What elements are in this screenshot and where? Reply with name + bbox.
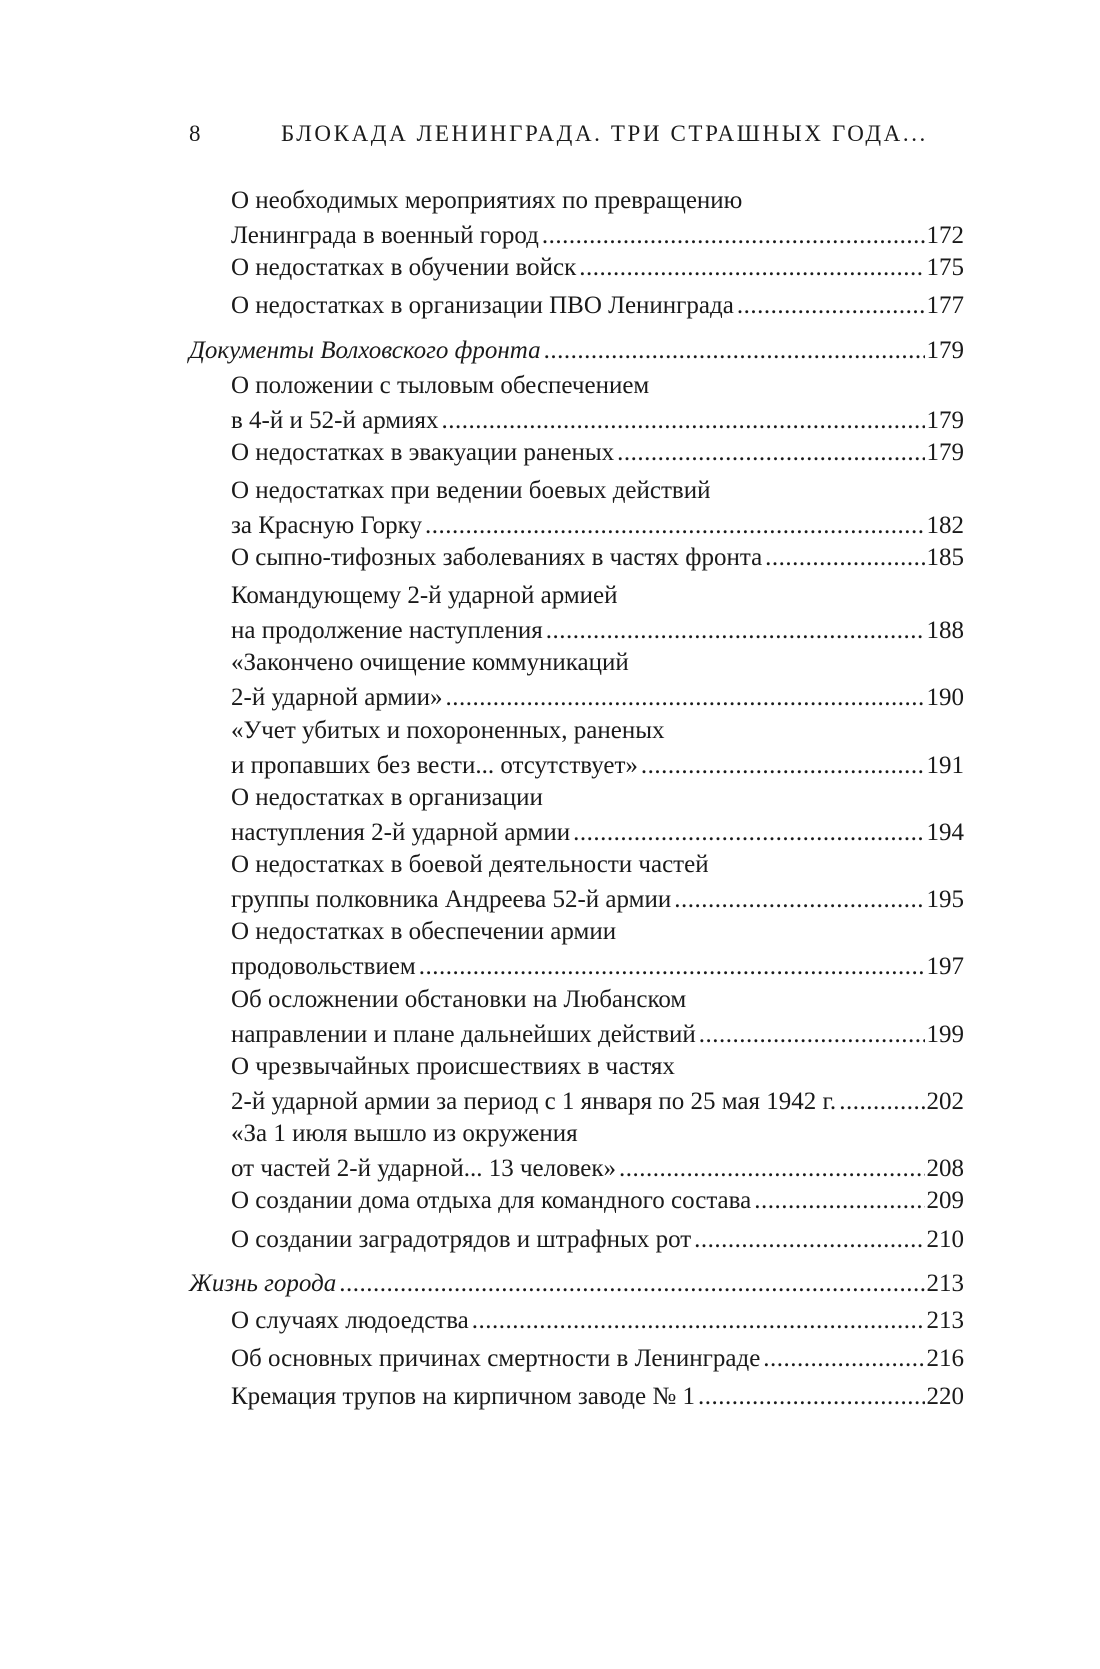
toc-entry xyxy=(231,1341,964,1376)
toc-entry-title-line-1: О чрезвычайных происшествиях в частях xyxy=(231,1053,675,1080)
dot-leader xyxy=(763,1341,924,1376)
toc-entry-title: О случаях людоедства xyxy=(231,1307,469,1334)
toc-entry-title-line-1: «Учет убитых и похороненных, раненых xyxy=(231,717,665,744)
toc-entry-title: в 4-й и 52-й армиях xyxy=(231,407,439,434)
toc-entry-title-line-1: «За 1 июля вышло из окружения xyxy=(231,1120,578,1147)
dot-leader xyxy=(617,435,924,470)
toc-entry-page: 195 xyxy=(926,886,964,913)
toc-entry-page: 199 xyxy=(926,1021,964,1048)
toc-entry-page: 220 xyxy=(926,1383,964,1410)
toc-entry-page: 179 xyxy=(926,407,964,434)
dot-leader xyxy=(698,1379,925,1414)
dot-leader xyxy=(419,949,925,984)
page-number: 8 xyxy=(189,121,201,146)
toc-entry xyxy=(231,1116,964,1186)
toc-entry-title-line-1: О недостатках в организации xyxy=(231,784,543,811)
toc-entry-page: 188 xyxy=(926,617,964,644)
toc-entry xyxy=(231,183,964,253)
dot-leader xyxy=(839,1084,924,1119)
toc-entry-title: О недостатках в организации ПВО Ленинграда xyxy=(231,292,734,319)
toc-entry-page: 210 xyxy=(926,1226,964,1253)
toc-entry xyxy=(231,1303,964,1338)
toc-section xyxy=(189,333,964,368)
dot-leader xyxy=(573,815,924,850)
dot-leader xyxy=(754,1183,924,1218)
toc-entry-title: группы полковника Андреева 52-й армии xyxy=(231,886,672,913)
toc-entry-page: 213 xyxy=(926,1307,964,1334)
toc-entry-page: 175 xyxy=(926,254,964,281)
toc-entry xyxy=(231,780,964,850)
toc-entry xyxy=(231,578,964,648)
toc-entry-title: О недостатках в эвакуации раненых xyxy=(231,439,615,466)
toc-entry-title: О сыпно-тифозных заболеваниях в частях фронта xyxy=(231,544,763,571)
toc-entry-title-line-1: О необходимых мероприятиях по превращению xyxy=(231,187,743,214)
toc-entry-page: 194 xyxy=(926,819,964,846)
toc-entry-page: 182 xyxy=(926,512,964,539)
dot-leader xyxy=(619,1151,924,1186)
toc-entry-title: 2-й ударной армии за период с 1 января по 25 мая 1942 г. xyxy=(231,1088,837,1115)
toc-entry xyxy=(231,250,964,285)
toc-entry-page: 190 xyxy=(926,684,964,711)
dot-leader xyxy=(694,1222,924,1257)
toc-entry-page: 208 xyxy=(926,1155,964,1182)
toc-entry xyxy=(231,847,964,917)
dot-leader xyxy=(579,250,924,285)
toc-entry-title: Об основных причинах смертности в Ленинграде xyxy=(231,1345,761,1372)
dot-leader xyxy=(446,680,925,715)
toc-entry-title: продовольствием xyxy=(231,953,416,980)
dot-leader xyxy=(765,540,924,575)
toc-entry xyxy=(231,914,964,984)
toc-section-title: Жизнь города xyxy=(189,1270,337,1297)
dot-leader xyxy=(699,1017,925,1052)
toc-entry-title: О создании заградотрядов и штрафных рот xyxy=(231,1226,692,1253)
toc-entry-page: 197 xyxy=(926,953,964,980)
toc-entry xyxy=(231,645,964,715)
toc-entry xyxy=(231,982,964,1052)
toc-entry xyxy=(231,713,964,783)
dot-leader xyxy=(339,1266,924,1301)
toc-entry-page: 185 xyxy=(926,544,964,571)
toc-entry-page: 191 xyxy=(926,752,964,779)
toc-entry-title: Ленинграда в военный город xyxy=(231,222,539,249)
toc-entry xyxy=(231,1379,964,1414)
toc-entry-title: О недостатках в обучении войск xyxy=(231,254,577,281)
toc-entry-page: 177 xyxy=(926,292,964,319)
dot-leader xyxy=(544,333,925,368)
dot-leader xyxy=(425,508,925,543)
toc-entry-title: за Красную Горку xyxy=(231,512,422,539)
toc-section xyxy=(189,1266,964,1301)
toc-entry-title-line-1: Об осложнении обстановки на Любанском xyxy=(231,986,687,1013)
toc-entry-page: 202 xyxy=(926,1088,964,1115)
dot-leader xyxy=(472,1303,925,1338)
toc-entry-title: направлении и плане дальнейших действий xyxy=(231,1021,696,1048)
toc-entry-title: и пропавших без вести... отсутствует» xyxy=(231,752,638,779)
toc-entry-title-line-1: О недостатках в боевой деятельности частей xyxy=(231,851,709,878)
toc-entry-title-line-1: «Закончено очищение коммуникаций xyxy=(231,649,629,676)
toc-entry-title: 2-й ударной армии» xyxy=(231,684,443,711)
dot-leader xyxy=(442,403,925,438)
dot-leader xyxy=(674,882,924,917)
toc-entry xyxy=(231,540,964,575)
toc-entry xyxy=(231,368,964,438)
toc-section-page: 179 xyxy=(926,337,964,364)
toc-entry xyxy=(231,473,964,543)
toc-entry-title-line-1: Командующему 2-й ударной армией xyxy=(231,582,618,609)
toc-entry-title: О создании дома отдыха для командного состава xyxy=(231,1187,752,1214)
toc-entry-title: Кремация трупов на кирпичном заводе № 1 xyxy=(231,1383,695,1410)
toc-section-page: 213 xyxy=(926,1270,964,1297)
toc-entry xyxy=(231,435,964,470)
toc-entry xyxy=(231,288,964,323)
toc-entry-title: на продолжение наступления xyxy=(231,617,543,644)
toc-entry-page: 209 xyxy=(926,1187,964,1214)
dot-leader xyxy=(737,288,925,323)
dot-leader xyxy=(542,218,925,253)
toc-entry-page: 179 xyxy=(926,439,964,466)
toc-entry-title-line-1: О положении с тыловым обеспечением xyxy=(231,372,650,399)
dot-leader xyxy=(641,748,925,783)
toc-entry-title: от частей 2-й ударной... 13 человек» xyxy=(231,1155,617,1182)
toc-entry-title-line-1: О недостатках в обеспечении армии xyxy=(231,918,617,945)
toc-entry xyxy=(231,1222,964,1257)
running-title: БЛОКАДА ЛЕНИНГРАДА. ТРИ СТРАШНЫХ ГОДА... xyxy=(281,121,928,146)
toc-entry-title: наступления 2-й ударной армии xyxy=(231,819,571,846)
toc-entry-title-line-1: О недостатках при ведении боевых действий xyxy=(231,477,711,504)
toc-entry xyxy=(231,1183,964,1218)
toc-entry-page: 172 xyxy=(926,222,964,249)
toc-entry-page: 216 xyxy=(926,1345,964,1372)
toc-entry xyxy=(231,1049,964,1119)
dot-leader xyxy=(546,613,925,648)
toc-section-title: Документы Волховского фронта xyxy=(189,337,541,364)
